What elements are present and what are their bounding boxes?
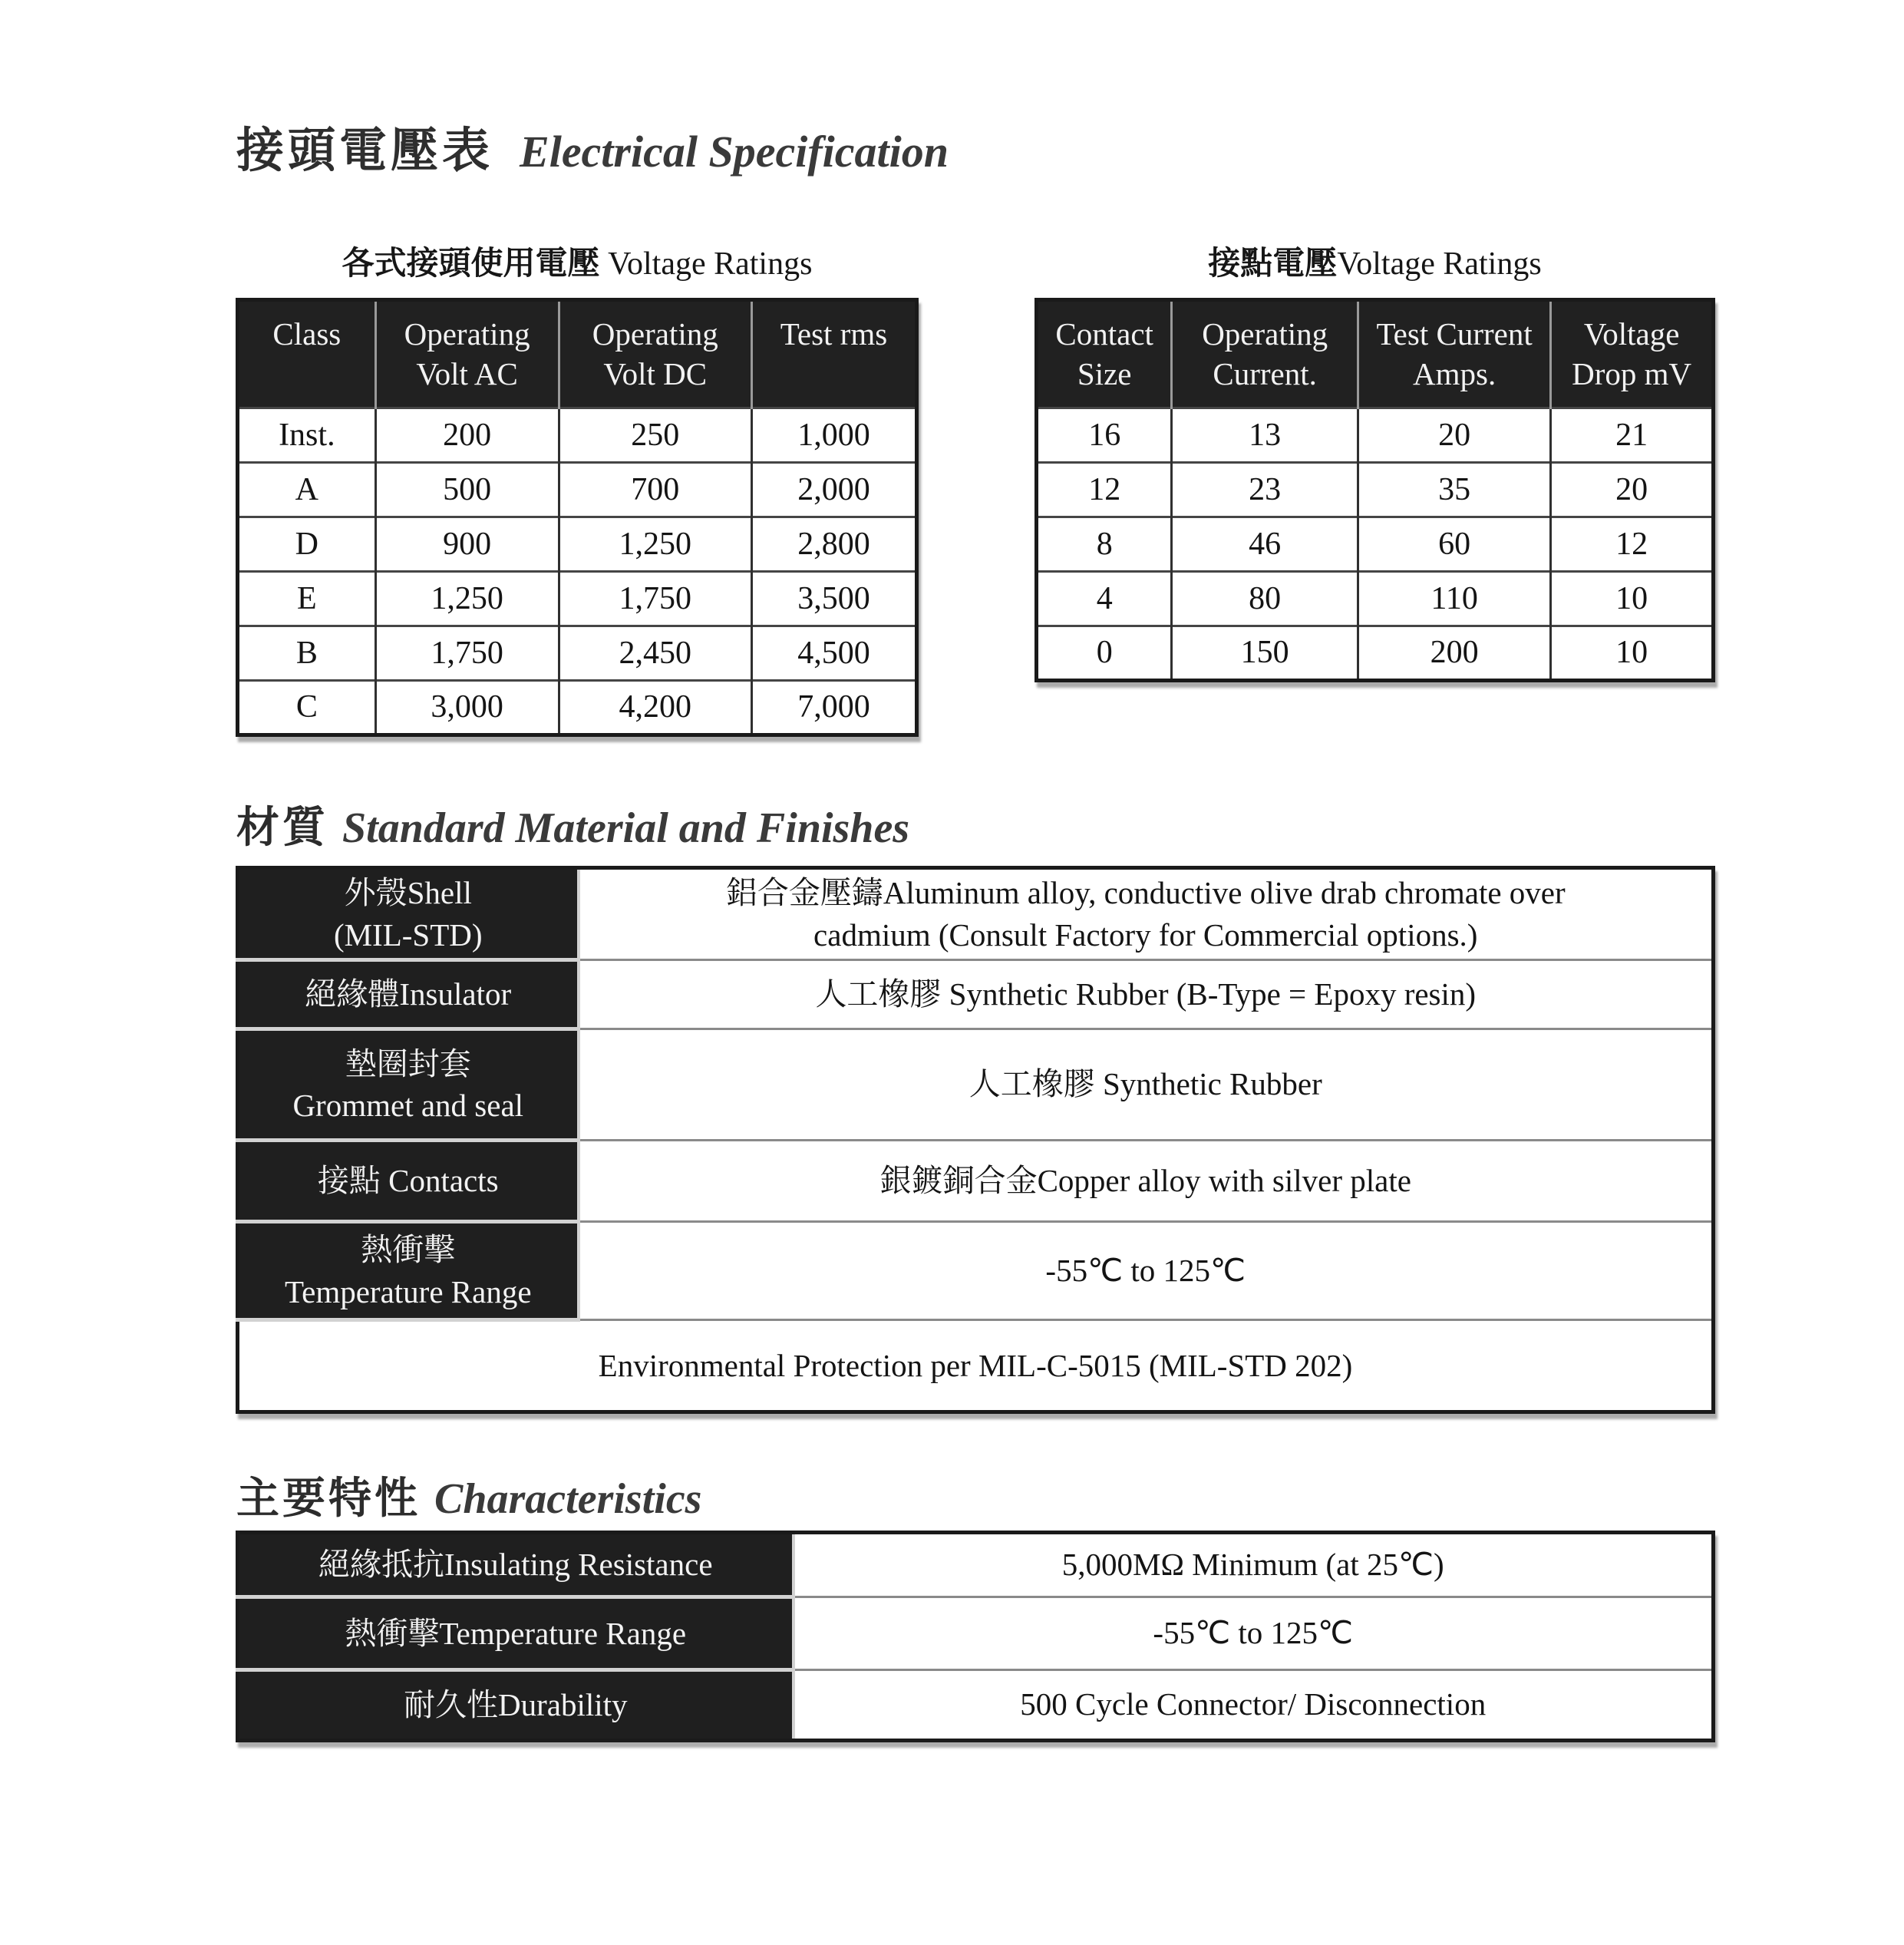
materials-table [236,866,1715,1414]
table-cell: 46 [1172,517,1358,571]
table-row [1037,571,1714,626]
table-caption-en: Voltage Ratings [1337,246,1542,282]
table-row [1037,626,1714,680]
table-caption-zh: 各式接頭使用電壓 [342,246,600,282]
voltage-ratings-table-connectors [236,238,919,737]
table-row [238,1670,1714,1741]
row-value [579,1029,1714,1141]
table-cell: 1,000 [751,408,916,462]
section-title-en: Standard Material and Finishes [342,804,910,852]
table-row [238,868,1714,960]
table-cell: 20 [1358,408,1550,462]
table-caption-zh: 接點電壓 [1208,246,1338,282]
row-label [238,1029,579,1141]
table-row [238,517,917,571]
label-line: Grommet and seal [292,1088,524,1123]
table-row [238,1533,1714,1597]
table-row [1037,462,1714,517]
table-row [238,1141,1714,1222]
row-value: 500 Cycle Connector/ Disconnection [1020,1686,1487,1722]
table-caption [1034,238,1715,284]
table-cell: 13 [1172,408,1358,462]
table-row [238,1029,1714,1141]
header-line: Class [272,316,342,352]
table-cell: 16 [1037,408,1172,462]
table-cell: 1,250 [375,571,559,626]
data-table [236,866,1715,1414]
section-title-zh: 主要特性 [236,1475,421,1523]
table-cell: 12 [1037,462,1172,517]
table-cell: 10 [1551,571,1714,626]
header-line: Amps. [1413,356,1496,392]
table-cell: 7,000 [751,680,916,735]
table-cell: 900 [375,517,559,571]
value-line: cadmium (Consult Factory for Commercial options.) [813,917,1478,953]
table-caption-en: Voltage Ratings [599,246,813,282]
table-cell: 10 [1551,626,1714,680]
section-title-materials [236,794,909,855]
column-header [1172,300,1358,408]
row-label: 絕緣抵抗Insulating Resistance [238,1533,794,1597]
row-value [579,1222,1714,1320]
column-header [238,300,376,408]
header-line: Test Current [1376,316,1533,352]
header-line: Drop mV [1572,356,1692,392]
table-cell: 0 [1037,626,1172,680]
table-cell: 3,500 [751,571,916,626]
row-label [238,1222,579,1320]
column-header [559,300,751,408]
column-header [375,300,559,408]
table-row [238,680,917,735]
table-cell: 1,250 [559,517,751,571]
section-title-zh: 材質 [236,804,328,852]
data-table [1034,298,1715,682]
column-header [1358,300,1550,408]
section-title-characteristics [236,1465,701,1526]
table-cell: 2,800 [751,517,916,571]
table-row [238,462,917,517]
page-title [236,112,949,180]
table-cell: 2,000 [751,462,916,517]
row-value: -55℃ to 125℃ [794,1597,1714,1670]
table-row [238,408,917,462]
value-line: 銀鍍銅合金Copper alloy with silver plate [879,1162,1411,1198]
header-line: Test rms [780,316,888,352]
characteristics-table [236,1531,1715,1742]
table-cell: 250 [559,408,751,462]
column-header [751,300,916,408]
table-cell: 21 [1551,408,1714,462]
table-cell: 20 [1551,462,1714,517]
column-header [1037,300,1172,408]
label-line: (MIL-STD) [333,916,483,953]
table-cell: 4,200 [559,680,751,735]
header-row [1037,300,1714,408]
header-line: Voltage [1583,316,1680,352]
table-row [238,571,917,626]
table-caption [236,238,919,284]
header-line: Contact [1055,316,1153,352]
table-cell: 700 [559,462,751,517]
header-row [238,300,917,408]
table-row [238,1597,1714,1670]
data-table [236,298,919,737]
table-cell: 4,500 [751,626,916,680]
voltage-ratings-table-contacts [1034,238,1715,682]
table-cell: 200 [1358,626,1550,680]
table-cell: 3,000 [375,680,559,735]
page-title-en: Electrical Specification [520,127,949,177]
label-line: 墊圈封套 [345,1045,471,1081]
header-line: Size [1077,356,1132,392]
environmental-note: Environmental Protection per MIL-C-5015 (MIL-STD 202) [598,1347,1353,1383]
value-line: 人工橡膠 Synthetic Rubber [968,1066,1322,1102]
row-label [238,960,579,1029]
table-row [238,960,1714,1029]
value-line: 人工橡膠 Synthetic Rubber (B-Type = Epoxy resin) [815,976,1477,1012]
table-cell: 4 [1037,571,1172,626]
table-row [238,626,917,680]
table-cell: A [238,462,376,517]
table-cell: 35 [1358,462,1550,517]
data-table [236,1531,1715,1742]
row-label [238,1141,579,1222]
label-line: 接點 Contacts [317,1163,499,1199]
row-label [238,868,579,960]
table-cell: 1,750 [375,626,559,680]
table-cell: 2,450 [559,626,751,680]
table-row [1037,517,1714,571]
column-header [1551,300,1714,408]
label-line: 外殼Shell [344,875,472,911]
table-cell: Inst. [238,408,376,462]
row-value: 5,000MΩ Minimum (at 25℃) [794,1533,1714,1597]
page-title-zh: 接頭電壓表 [236,125,494,177]
header-line: Volt AC [416,356,518,392]
table-cell: D [238,517,376,571]
table-cell: B [238,626,376,680]
row-label: 耐久性Durability [238,1670,794,1741]
section-title-en: Characteristics [434,1475,702,1523]
table-cell: E [238,571,376,626]
value-line: 鋁合金壓鑄Aluminum alloy, conductive olive drab chromate over [725,874,1566,910]
value-line: -55℃ to 125℃ [1045,1252,1246,1288]
row-label: 熱衝擊Temperature Range [238,1597,794,1670]
table-cell: 110 [1358,571,1550,626]
header-line: Operating [404,316,530,352]
row-value [579,868,1714,960]
table-cell: 23 [1172,462,1358,517]
table-cell: 60 [1358,517,1550,571]
table-cell: 150 [1172,626,1358,680]
header-line: Operating [592,316,718,352]
table-cell: 200 [375,408,559,462]
label-line: Temperature Range [284,1273,532,1309]
row-value [579,960,1714,1029]
table-cell: 8 [1037,517,1172,571]
table-row [238,1222,1714,1320]
table-cell: 80 [1172,571,1358,626]
table-cell: C [238,680,376,735]
header-line: Operating [1202,316,1328,352]
label-line: 絕緣體Insulator [305,976,512,1012]
header-line: Current. [1213,356,1317,392]
label-line: 熱衝擊 [361,1232,456,1268]
table-cell: 1,750 [559,571,751,626]
header-line: Volt DC [603,356,708,392]
table-cell: 12 [1551,517,1714,571]
table-cell: 500 [375,462,559,517]
table-row [1037,408,1714,462]
row-value [579,1141,1714,1222]
table-row [238,1320,1714,1412]
